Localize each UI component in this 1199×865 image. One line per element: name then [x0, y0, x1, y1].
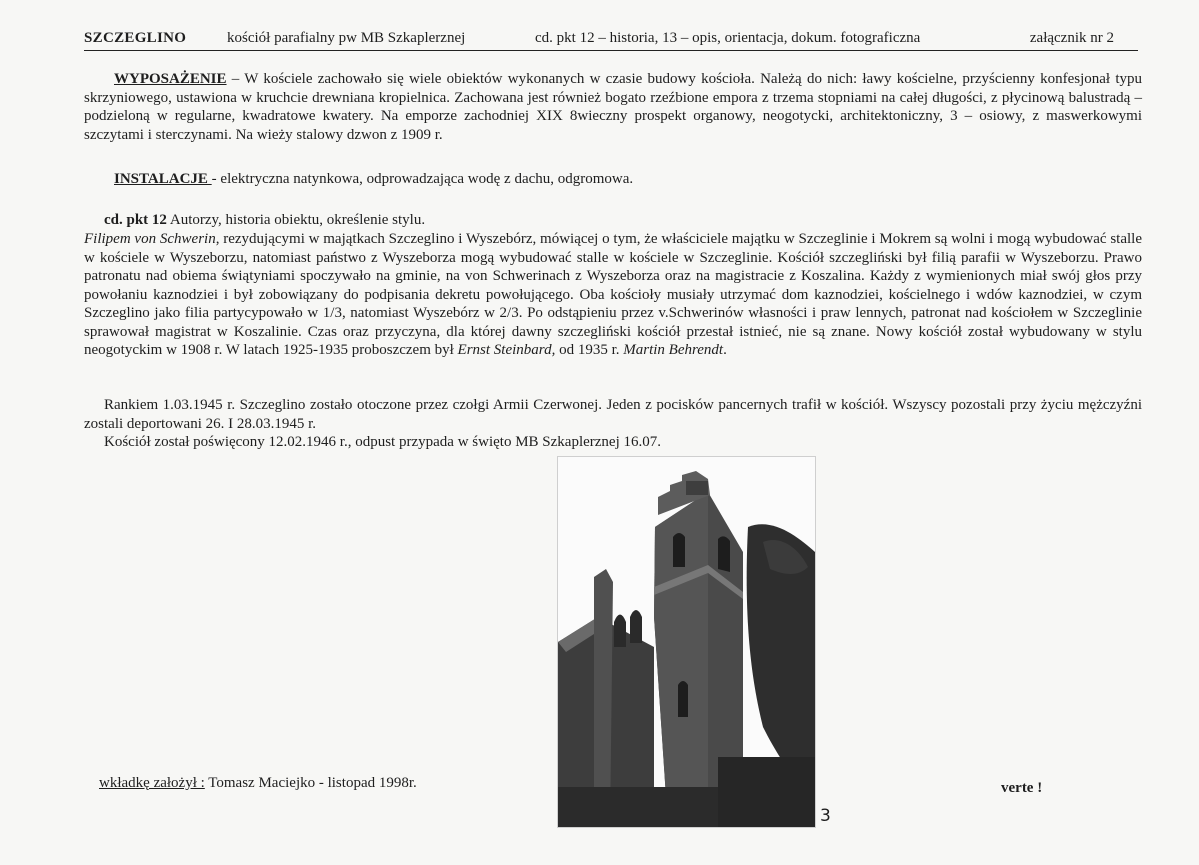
wyposazenie-text: – W kościele zachowało się wiele obiektów wykonanych w czasie budowy kościoła. Należą do nich: ławy kościelne, przyścienny konfesjonał typu skrzyniowego, ustawiona w kruchcie drewniana kropielnica. Zachowana jest również bogato rzeźbione empora z trzema stopniami na całej długości, z płycinową balustradą – podzieloną w regularne, kwadratowe kwatery. Na emporze zachodniej XIX 8wieczny prospekt organowy, neogotycki, architektoniczny, 3 – osiowy, z maswerkowymi szczytami i sterczynami. Na wieży stalowy dzwon z 1909 r.	[84, 71, 1142, 143]
history-name-steinbard: Ernst Steinbard,	[457, 342, 556, 358]
footer-label: wkładkę założył :	[99, 775, 205, 791]
history-paragraph-3	[84, 433, 1142, 452]
footer-author-text: Tomasz Maciejko - listopad 1998r.	[204, 775, 417, 791]
section-instalacje	[84, 170, 1142, 189]
history-heading-bold: cd. pkt 12	[104, 212, 167, 228]
history-p2-text: Rankiem 1.03.1945 r. Szczeglino zostało otoczone przez czołgi Armii Czerwonej. Jeden z pocisków pancernych trafił w kościół. Wszyscy pozostali przy życiu mężczyźni zostali deportowani 26. I 28.03.1945 r.	[84, 397, 1142, 432]
history-heading-text: Autorzy, historia obiektu, określenie stylu.	[166, 212, 426, 228]
instalacje-label: INSTALACJE	[114, 171, 212, 187]
page-header	[84, 26, 1138, 51]
history-name-behrendt: Martin Behrendt	[623, 342, 724, 358]
history-p1-text: , rezydującymi w majątkach Szczeglino i Wyszebórz, mówiącej o tym, że właściciele majątku w Szczeglinie i Mokrem są wolni i mogą wybudować stalle w kościele w Wyszeborzu, natomiast państwo z Wyszeborza mogą wybudować stalle w kościele w Szczeglinie. Kościół szczegliński był filią parafii w Wyszeborzu. Prawo patronatu nad obiema świątyniami spoczywało na gminie, na von Schwerinach z Wyszeborza oraz na magistracie z Koszalina. Każdy z wymienionych miał swój głos przy powołaniu kaznodziei i był zobowiązany do podpisania dekretu powołującego. Oba kościoły musiały utrzymać dom kaznodziei, kościelnego i wdów kaznodziei, w czym Szczeglino jako filia partycypowało w 1/3, natomiast Wyszebórz w 2/3. Po odstąpieniu przez v.Schwerinów własności i praw lennych, patronat nad kościołem w Szczeglinie sprawował magistrat w Koszalinie. Czas oraz przyczyna, dla której dawny szczegliński kościół przestał istnieć, nie są znane. Nowy kościół został wybudowany w stylu neogotyckim w 1908 r. W latach 1925-1935 proboszczem był	[84, 231, 1142, 358]
history-p1-mid: od 1935 r.	[555, 342, 624, 358]
history-p3-text: Kościół został poświęcony 12.02.1946 r., odpust przypada w święto MB Szkaplerznej 16.07.	[104, 434, 661, 450]
footer-verte: verte !	[1001, 780, 1043, 796]
history-paragraph-2	[84, 396, 1142, 433]
photo-number: 3	[820, 806, 831, 826]
header-attachment: załącznik nr 2	[1029, 30, 1114, 46]
history-paragraph-1	[84, 230, 1142, 360]
history-p1-end: .	[723, 342, 727, 358]
section-wyposazenie	[84, 70, 1142, 144]
history-heading	[84, 211, 1142, 230]
header-points: cd. pkt 12 – historia, 13 – opis, orientacja, dokum. fotograficzna	[535, 30, 921, 46]
instalacje-text: - elektryczna natynkowa, odprowadzająca wodę z dachu, odgromowa.	[211, 171, 634, 187]
header-title: SZCZEGLINO	[84, 30, 187, 46]
church-tower-image	[558, 457, 815, 827]
wyposazenie-label: WYPOSAŻENIE	[114, 71, 227, 87]
history-name-schwerin: Filipem von Schwerin	[84, 231, 216, 247]
header-church: kościół parafialny pw MB Szkaplerznej	[227, 30, 466, 46]
footer-author	[99, 775, 417, 792]
church-photo	[557, 456, 816, 828]
